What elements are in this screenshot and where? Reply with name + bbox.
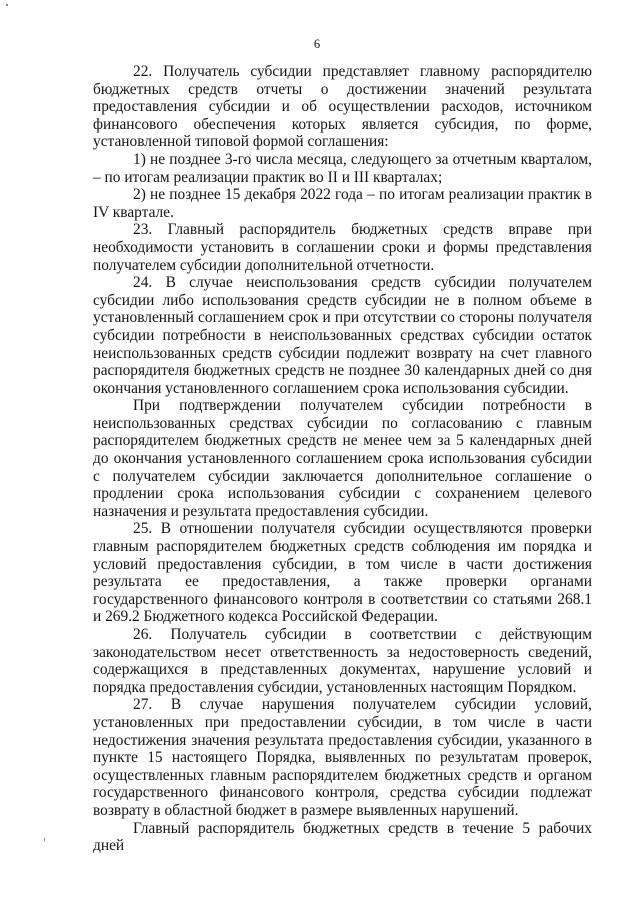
paragraph-22-item-2: 2) не позднее 15 декабря 2022 года – по итогам реализации практик в IV квартале. — [93, 186, 592, 221]
paragraph-24: 24. В случае неиспользования средств субсидии получателем субсидии либо использования средств субсидии не в полном объеме в установленный соглашением срок и при отсутствии со стороны получателя субсидии потребности в неиспользованных средствах субсидии остаток неиспользованных средств субсидии подлежит возврату на счет главного распорядителя бюджетных средств не позднее 30 календарных дней со дня окончания установленного соглашением срока использования субсидии. — [93, 274, 592, 397]
paragraph-23: 23. Главный распорядитель бюджетных средств вправе при необходимости установить в соглашении сроки и формы представления получателем субсидии дополнительной отчетности. — [93, 221, 592, 274]
paragraph-27: 27. В случае нарушения получателем субсидии условий, установленных при предоставлении субсидии, в том числе в части недостижения значения результата предоставления субсидии, указанного в пункте 15 настоящего Порядка, выявленных по результатам проверок, осуществленных главным распорядителем бюджетных средств и органом государственного финансового контроля, средства субсидии подлежат возврату в областной бюджет в размере выявленных нарушений. — [93, 696, 592, 819]
document-body — [93, 63, 592, 855]
paragraph-26: 26. Получатель субсидии в соответствии с действующим законодательством несет ответственность за недостоверность сведений, содержащихся в представленных документах, нарушение условий и порядка предоставления субсидии, установленных настоящим Порядком. — [93, 626, 592, 696]
scan-speck — [44, 838, 45, 841]
paragraph-22-item-1: 1) не позднее 3-го числа месяца, следующего за отчетным кварталом, – по итогам реализации практик во II и III кварталах; — [93, 150, 592, 186]
page-number: 6 — [313, 37, 321, 51]
paragraph-24-continuation: При подтверждении получателем субсидии потребности в неиспользованных средствах субсидии по согласованию с главным распорядителем бюджетных средств не менее чем за 5 календарных дней до окончания установленного соглашением срока использования субсидии с получателем субсидии заключается дополнительное соглашение о продлении срока использования субсидии с сохранением целевого назначения и результата предоставления субсидии. — [93, 397, 592, 520]
paragraph-25: 25. В отношении получателя субсидии осуществляются проверки главным распорядителем бюджетных средств соблюдения им порядка и условий предоставления субсидии, в том числе в части достижения результата ее предоставления, а также проверки органами государственного финансового контроля в соответствии со статьями 268.1 и 269.2 Бюджетного кодекса Российской Федерации. — [93, 520, 592, 626]
paragraph-22: 22. Получатель субсидии представляет главному распорядителю бюджетных средств отчеты о достижении значений результата предоставления субсидии и об осуществлении расходов, источником финансового обеспечения которых является субсидия, по форме, установленной типовой формой соглашения: — [93, 63, 592, 151]
paragraph-final-partial: Главный распорядитель бюджетных средств в течение 5 рабочих дней — [93, 819, 592, 855]
scan-speck — [6, 4, 8, 6]
